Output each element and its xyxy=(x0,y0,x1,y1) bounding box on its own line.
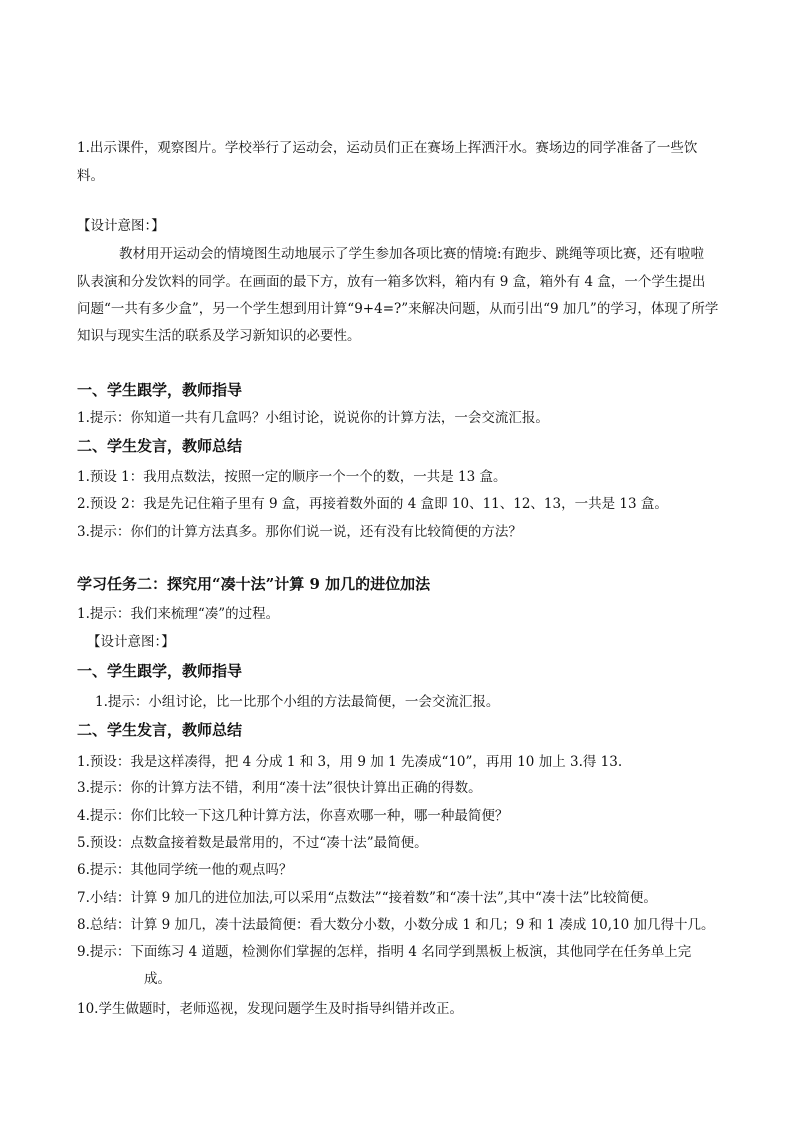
section-heading-follow: 一、学生跟学，教师指导 xyxy=(77,381,243,399)
design-intent-title-1: 【设计意图：】 xyxy=(77,218,165,234)
section-heading-speak: 二、学生发言，教师总结 xyxy=(77,721,243,739)
step-line: 3.提示：你的计算方法不错，利用“凑十法”很快计算出正确的得数。 xyxy=(77,780,482,796)
design-intent-line1: 教材用开运动会的情境图生动地展示了学生参加各项比赛的情境:有跑步、跳绳等项比赛，还有啦啦 xyxy=(119,246,705,262)
step-line: 1.提示：我们来梳理“凑”的过程。 xyxy=(77,606,280,622)
step-line: 1.提示：你知道一共有几盒吗？小组讨论，说说你的计算方法，一会交流汇报。 xyxy=(77,410,549,426)
step-line: 1.提示：小组讨论，比一比那个小组的方法最简便，一会交流汇报。 xyxy=(95,694,500,710)
step-line: 6.提示：其他同学统一他的观点吗？ xyxy=(77,862,293,878)
design-intent-line4: 知识与现实生活的联系及学习新知识的必要性。 xyxy=(77,328,361,344)
step-line: 10.学生做题时，老师巡视，发现问题学生及时指导纠错并改正。 xyxy=(77,1001,463,1017)
step-line: 9.提示：下面练习 4 道题，检测你们掌握的怎样，指明 4 名同学到黑板上板演，其他同学在任务单上完 xyxy=(77,944,692,960)
task-two-heading: 学习任务二：探究用“凑十法”计算 9 加几的进位加法 xyxy=(77,575,431,593)
section-heading-follow: 一、学生跟学，教师指导 xyxy=(77,662,243,680)
paragraph-intro-line1: 1.出示课件，观察图片。学校举行了运动会，运动员们正在赛场上挥洒汗水。赛场边的同学准备了一些饮 xyxy=(77,140,698,156)
step-line: 3.提示：你们的计算方法真多。那你们说一说，还有没有比较简便的方法？ xyxy=(77,524,522,540)
paragraph-intro-line2: 料。 xyxy=(77,168,104,184)
step-line: 2.预设 2：我是先记住箱子里有 9 盒，再接着数外面的 4 盒即 10、11、12、13，一共是 13 盒。 xyxy=(77,496,668,512)
step-line: 1.预设：我是这样凑得，把 4 分成 1 和 3，用 9 加 1 先凑成“10”，再用 10 加上 3.得 13. xyxy=(77,754,623,770)
step-line: 5.预设：点数盒接着数是最常用的，不过“凑十法”最简便。 xyxy=(77,835,428,851)
design-intent-line3: 问题“一共有多少盒”，另一个学生想到用计算“9+4=?”来解决问题，从而引出“9 加几”的学习，体现了所学 xyxy=(77,301,719,317)
step-line: 1.预设 1：我用点数法，按照一定的顺序一个一个的数，一共是 13 盒。 xyxy=(77,469,507,485)
design-intent-title-2: 【设计意图：】 xyxy=(87,634,175,650)
step-line: 7.小结：计算 9 加几的进位加法,可以采用“点数法”“接着数”和“凑十法”,其中“凑十法”比较简便。 xyxy=(77,890,657,906)
step-line: 4.提示：你们比较一下这几种计算方法，你喜欢哪一种，哪一种最简便？ xyxy=(77,808,509,824)
design-intent-line2: 队表演和分发饮料的同学。在画面的最下方，放有一箱多饮料，箱内有 9 盒，箱外有 4 盒，一个学生提出 xyxy=(77,274,706,290)
step-line: 8.总结：计算 9 加几，凑十法最简便：看大数分小数，小数分成 1 和几；9 和 1 凑成 10,10 加几得十几。 xyxy=(77,917,715,933)
step-line-continuation: 成。 xyxy=(144,971,171,987)
section-heading-speak: 二、学生发言，教师总结 xyxy=(77,437,243,455)
